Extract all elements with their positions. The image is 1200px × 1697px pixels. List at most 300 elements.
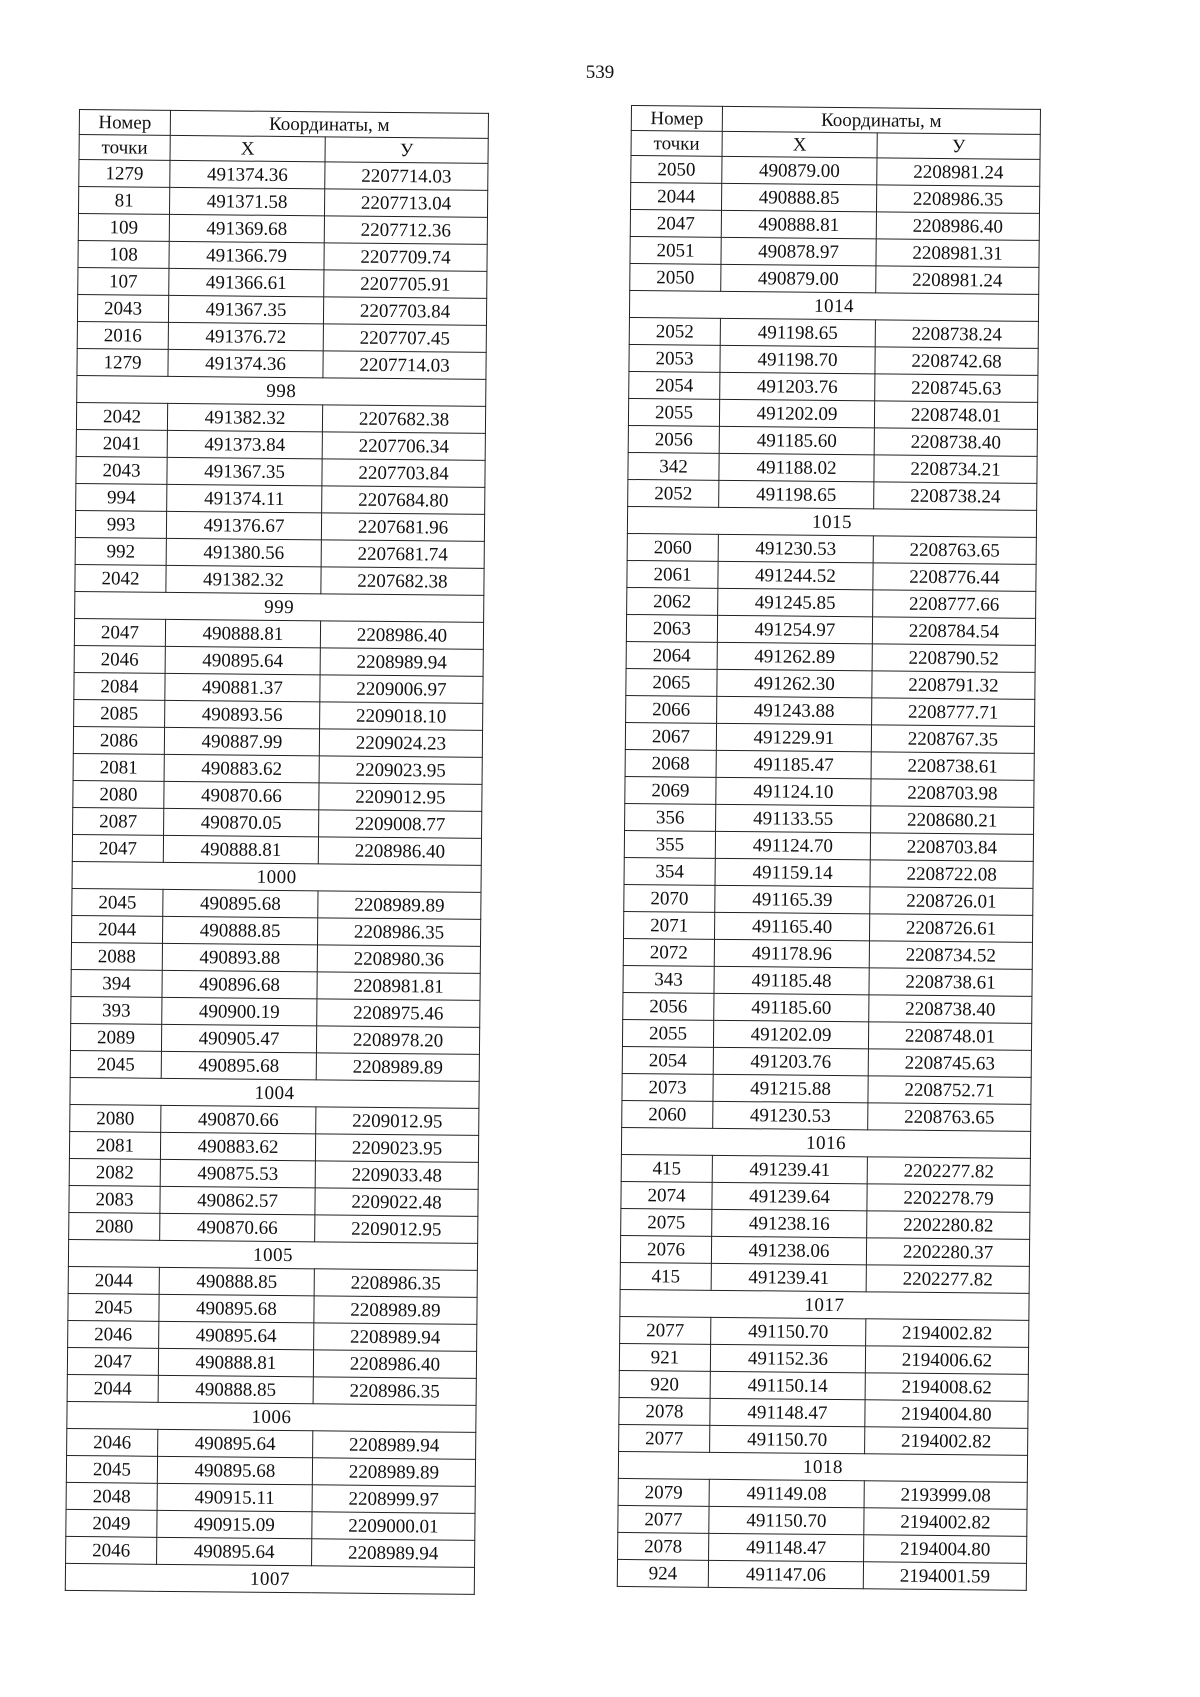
y-coordinate-cell: 2207703.84 bbox=[322, 459, 485, 488]
y-coordinate-cell: 2209012.95 bbox=[316, 1107, 479, 1136]
table-row bbox=[621, 1181, 1030, 1212]
point-number-cell: 342 bbox=[628, 452, 719, 480]
table-row bbox=[621, 1208, 1030, 1239]
y-coordinate-cell: 2208777.71 bbox=[872, 698, 1035, 727]
y-coordinate-cell: 2202278.79 bbox=[867, 1184, 1030, 1213]
section-row bbox=[68, 1239, 477, 1270]
table-row bbox=[622, 1100, 1031, 1131]
point-number-cell: 2080 bbox=[73, 780, 164, 808]
table-row bbox=[69, 1158, 478, 1189]
y-coordinate-cell: 2209000.01 bbox=[312, 1512, 475, 1541]
x-coordinate-cell: 490896.68 bbox=[162, 970, 317, 998]
table-row bbox=[71, 942, 480, 973]
y-coordinate-cell: 2208989.89 bbox=[318, 891, 481, 920]
section-number: 1004 bbox=[70, 1077, 479, 1108]
table-row bbox=[625, 776, 1034, 807]
y-coordinate-cell: 2207682.38 bbox=[321, 567, 484, 596]
table-row bbox=[73, 726, 482, 757]
y-coordinate-cell: 2207713.04 bbox=[324, 189, 487, 218]
y-coordinate-cell: 2207712.36 bbox=[324, 216, 487, 245]
section-number: 999 bbox=[75, 591, 484, 622]
y-coordinate-cell: 2208703.84 bbox=[870, 833, 1033, 862]
x-coordinate-cell: 491185.47 bbox=[716, 750, 871, 778]
point-number-cell: 81 bbox=[78, 187, 169, 215]
section-row bbox=[65, 1563, 474, 1594]
table-row bbox=[622, 1046, 1031, 1077]
point-number-cell: 356 bbox=[625, 803, 716, 831]
point-number-cell: 2046 bbox=[67, 1428, 158, 1456]
section-row bbox=[627, 506, 1036, 537]
x-coordinate-cell: 491198.70 bbox=[720, 345, 875, 373]
x-coordinate-cell: 491374.36 bbox=[170, 160, 325, 188]
table-row bbox=[76, 402, 485, 433]
x-coordinate-cell: 490915.11 bbox=[157, 1483, 312, 1511]
point-number-cell: 2077 bbox=[620, 1316, 711, 1344]
point-number-cell: 2048 bbox=[66, 1482, 157, 1510]
x-coordinate-cell: 491150.70 bbox=[709, 1506, 864, 1534]
section-number: 1007 bbox=[65, 1563, 474, 1594]
table-row bbox=[73, 807, 482, 838]
y-coordinate-cell: 2208742.68 bbox=[875, 347, 1038, 376]
page-number: 539 bbox=[585, 62, 615, 83]
section-number: 1005 bbox=[68, 1239, 477, 1270]
point-number-cell: 2077 bbox=[618, 1505, 709, 1533]
point-number-cell: 2087 bbox=[73, 807, 164, 835]
x-coordinate-cell: 490879.00 bbox=[721, 264, 876, 292]
y-coordinate-cell: 2208989.89 bbox=[314, 1296, 477, 1325]
table-row bbox=[626, 641, 1035, 672]
y-coordinate-cell: 2194004.80 bbox=[865, 1400, 1028, 1429]
x-coordinate-cell: 491376.67 bbox=[166, 511, 321, 539]
point-number-cell: 2047 bbox=[630, 209, 721, 237]
section-number: 1015 bbox=[627, 506, 1036, 537]
y-coordinate-cell: 2209023.95 bbox=[319, 756, 482, 785]
point-number-cell: 2053 bbox=[629, 344, 720, 372]
point-number-cell: 2066 bbox=[626, 695, 717, 723]
point-number-cell: 2042 bbox=[75, 564, 166, 592]
point-number-cell: 2047 bbox=[67, 1347, 158, 1375]
table-row bbox=[74, 645, 483, 676]
coordinates-table-left bbox=[65, 109, 489, 1595]
y-coordinate-cell: 2208986.35 bbox=[314, 1269, 477, 1298]
y-coordinate-cell: 2208763.65 bbox=[873, 536, 1036, 565]
x-coordinate-cell: 490870.66 bbox=[164, 781, 319, 809]
table-row bbox=[66, 1536, 475, 1567]
header-point-number-sub: точки bbox=[79, 135, 170, 161]
y-coordinate-cell: 2194001.59 bbox=[863, 1562, 1026, 1591]
x-coordinate-cell: 490888.85 bbox=[721, 183, 876, 211]
y-coordinate-cell: 2208767.35 bbox=[871, 725, 1034, 754]
table-row bbox=[626, 695, 1035, 726]
x-coordinate-cell: 490887.99 bbox=[164, 727, 319, 755]
y-coordinate-cell: 2194002.82 bbox=[864, 1508, 1027, 1537]
x-coordinate-cell: 490895.64 bbox=[159, 1321, 314, 1349]
table-row bbox=[70, 1023, 479, 1054]
x-coordinate-cell: 491245.85 bbox=[718, 588, 873, 616]
x-coordinate-cell: 490870.66 bbox=[160, 1213, 315, 1241]
y-coordinate-cell: 2208791.32 bbox=[872, 671, 1035, 700]
x-coordinate-cell: 491198.65 bbox=[719, 480, 874, 508]
y-coordinate-cell: 2208986.35 bbox=[313, 1377, 476, 1406]
point-number-cell: 920 bbox=[619, 1370, 710, 1398]
point-number-cell: 2052 bbox=[628, 479, 719, 507]
section-row bbox=[67, 1401, 476, 1432]
table-row bbox=[622, 1073, 1031, 1104]
x-coordinate-cell: 491239.64 bbox=[712, 1182, 867, 1210]
point-number-cell: 2075 bbox=[621, 1208, 712, 1236]
y-coordinate-cell: 2208745.63 bbox=[875, 374, 1038, 403]
y-coordinate-cell: 2207714.03 bbox=[325, 162, 488, 191]
x-coordinate-cell: 491374.36 bbox=[168, 349, 323, 377]
y-coordinate-cell: 2209012.95 bbox=[315, 1215, 478, 1244]
point-number-cell: 2044 bbox=[71, 915, 162, 943]
y-coordinate-cell: 2209022.48 bbox=[315, 1188, 478, 1217]
table-row bbox=[630, 183, 1039, 214]
point-number-cell: 2069 bbox=[625, 776, 716, 804]
x-coordinate-cell: 491382.32 bbox=[167, 403, 322, 431]
y-coordinate-cell: 2208981.24 bbox=[877, 158, 1040, 187]
point-number-cell: 2045 bbox=[66, 1455, 157, 1483]
point-number-cell: 2085 bbox=[74, 699, 165, 727]
table-row bbox=[76, 483, 485, 514]
y-coordinate-cell: 2207681.96 bbox=[321, 513, 484, 542]
x-coordinate-cell: 491367.35 bbox=[167, 457, 322, 485]
x-coordinate-cell: 490879.00 bbox=[722, 156, 877, 184]
y-coordinate-cell: 2208752.71 bbox=[868, 1076, 1031, 1105]
table-row bbox=[68, 1320, 477, 1351]
y-coordinate-cell: 2208738.40 bbox=[869, 995, 1032, 1024]
y-coordinate-cell: 2209008.77 bbox=[319, 810, 482, 839]
x-coordinate-cell: 491373.84 bbox=[167, 430, 322, 458]
x-coordinate-cell: 491238.16 bbox=[712, 1209, 867, 1237]
y-coordinate-cell: 2202277.82 bbox=[867, 1157, 1030, 1186]
table-row bbox=[628, 452, 1037, 483]
y-coordinate-cell: 2202280.82 bbox=[867, 1211, 1030, 1240]
table-row bbox=[627, 587, 1036, 618]
point-number-cell: 354 bbox=[624, 857, 715, 885]
point-number-cell: 2045 bbox=[68, 1293, 159, 1321]
x-coordinate-cell: 490915.09 bbox=[157, 1510, 312, 1538]
section-number: 998 bbox=[77, 375, 486, 406]
point-number-cell: 2047 bbox=[72, 834, 163, 862]
x-coordinate-cell: 490893.56 bbox=[165, 700, 320, 728]
y-coordinate-cell: 2208975.46 bbox=[317, 999, 480, 1028]
point-number-cell: 2046 bbox=[68, 1320, 159, 1348]
y-coordinate-cell: 2208745.63 bbox=[868, 1049, 1031, 1078]
x-coordinate-cell: 490883.62 bbox=[160, 1132, 315, 1160]
section-row bbox=[77, 375, 486, 406]
x-coordinate-cell: 490888.81 bbox=[158, 1348, 313, 1376]
table-row bbox=[620, 1262, 1029, 1293]
y-coordinate-cell: 2207682.38 bbox=[322, 405, 485, 434]
point-number-cell: 2080 bbox=[69, 1212, 160, 1240]
table-row bbox=[620, 1235, 1029, 1266]
point-number-cell: 2078 bbox=[618, 1532, 709, 1560]
table-row bbox=[75, 510, 484, 541]
y-coordinate-cell: 2208986.35 bbox=[317, 918, 480, 947]
y-coordinate-cell: 2207684.80 bbox=[322, 486, 485, 515]
table-row bbox=[623, 965, 1032, 996]
section-row bbox=[629, 290, 1038, 321]
y-coordinate-cell: 2208738.61 bbox=[871, 752, 1034, 781]
header-point-number: Номер bbox=[79, 110, 170, 136]
point-number-cell: 2055 bbox=[628, 398, 719, 426]
point-number-cell: 2081 bbox=[69, 1131, 160, 1159]
section-number: 1000 bbox=[72, 861, 481, 892]
y-coordinate-cell: 2207707.45 bbox=[323, 324, 486, 353]
y-coordinate-cell: 2193999.08 bbox=[864, 1481, 1027, 1510]
header-x: Х bbox=[170, 135, 325, 161]
y-coordinate-cell: 2208680.21 bbox=[871, 806, 1034, 835]
x-coordinate-cell: 491203.76 bbox=[720, 372, 875, 400]
point-number-cell: 2064 bbox=[626, 641, 717, 669]
section-number: 1018 bbox=[618, 1451, 1027, 1482]
table-row bbox=[71, 996, 480, 1027]
coordinates-table-right bbox=[617, 105, 1041, 1591]
x-coordinate-cell: 491150.70 bbox=[711, 1317, 866, 1345]
point-number-cell: 2082 bbox=[69, 1158, 160, 1186]
table-row bbox=[625, 803, 1034, 834]
point-number-cell: 2084 bbox=[74, 672, 165, 700]
table-row bbox=[69, 1212, 478, 1243]
section-row bbox=[70, 1077, 479, 1108]
table-row bbox=[623, 911, 1032, 942]
x-coordinate-cell: 491262.30 bbox=[717, 669, 872, 697]
point-number-cell: 2046 bbox=[74, 645, 165, 673]
y-coordinate-cell: 2208784.54 bbox=[872, 617, 1035, 646]
y-coordinate-cell: 2194006.62 bbox=[865, 1346, 1028, 1375]
point-number-cell: 2063 bbox=[626, 614, 717, 642]
point-number-cell: 2043 bbox=[76, 456, 167, 484]
y-coordinate-cell: 2208748.01 bbox=[868, 1022, 1031, 1051]
point-number-cell: 2089 bbox=[70, 1023, 161, 1051]
table-row bbox=[630, 263, 1039, 294]
x-coordinate-cell: 491148.47 bbox=[709, 1533, 864, 1561]
table-row bbox=[73, 753, 482, 784]
x-coordinate-cell: 491366.79 bbox=[169, 241, 324, 269]
x-coordinate-cell: 491150.14 bbox=[710, 1371, 865, 1399]
point-number-cell: 2044 bbox=[68, 1266, 159, 1294]
x-coordinate-cell: 491124.70 bbox=[715, 831, 870, 859]
point-number-cell: 109 bbox=[78, 213, 169, 241]
y-coordinate-cell: 2208777.66 bbox=[873, 590, 1036, 619]
x-coordinate-cell: 491376.72 bbox=[168, 322, 323, 350]
x-coordinate-cell: 490895.68 bbox=[161, 1051, 316, 1079]
point-number-cell: 108 bbox=[78, 240, 169, 268]
point-number-cell: 2045 bbox=[72, 888, 163, 916]
y-coordinate-cell: 2209033.48 bbox=[315, 1161, 478, 1190]
table-row bbox=[619, 1424, 1028, 1455]
table-row bbox=[66, 1509, 475, 1540]
table-row bbox=[623, 938, 1032, 969]
section-number: 1017 bbox=[620, 1289, 1029, 1320]
point-number-cell: 2081 bbox=[73, 753, 164, 781]
point-number-cell: 2067 bbox=[625, 722, 716, 750]
point-number-cell: 394 bbox=[71, 969, 162, 997]
y-coordinate-cell: 2194004.80 bbox=[864, 1535, 1027, 1564]
x-coordinate-cell: 490881.37 bbox=[165, 673, 320, 701]
x-coordinate-cell: 490870.66 bbox=[161, 1105, 316, 1133]
table-row bbox=[78, 187, 487, 218]
table-row bbox=[77, 321, 486, 352]
x-coordinate-cell: 490888.85 bbox=[162, 916, 317, 944]
table-row bbox=[69, 1185, 478, 1216]
y-coordinate-cell: 2208981.31 bbox=[876, 239, 1039, 268]
table-row bbox=[67, 1374, 476, 1405]
x-coordinate-cell: 491133.55 bbox=[716, 804, 871, 832]
y-coordinate-cell: 2207706.34 bbox=[322, 432, 485, 461]
point-number-cell: 2045 bbox=[70, 1050, 161, 1078]
x-coordinate-cell: 491380.56 bbox=[166, 538, 321, 566]
table-row bbox=[66, 1455, 475, 1486]
x-coordinate-cell: 491148.47 bbox=[710, 1398, 865, 1426]
point-number-cell: 2065 bbox=[626, 668, 717, 696]
header-y: У bbox=[325, 137, 488, 164]
y-coordinate-cell: 2208981.81 bbox=[317, 972, 480, 1001]
point-number-cell: 1279 bbox=[77, 348, 168, 376]
header-coordinates: Координаты, м bbox=[170, 110, 488, 138]
y-coordinate-cell: 2208763.65 bbox=[868, 1103, 1031, 1132]
y-coordinate-cell: 2207709.74 bbox=[324, 243, 487, 272]
x-coordinate-cell: 491239.41 bbox=[711, 1263, 866, 1291]
table-row bbox=[627, 560, 1036, 591]
point-number-cell: 2073 bbox=[622, 1073, 713, 1101]
point-number-cell: 924 bbox=[617, 1559, 708, 1587]
point-number-cell: 2086 bbox=[73, 726, 164, 754]
y-coordinate-cell: 2207703.84 bbox=[323, 297, 486, 326]
y-coordinate-cell: 2208738.24 bbox=[874, 482, 1037, 511]
table-row bbox=[619, 1370, 1028, 1401]
table-row bbox=[624, 857, 1033, 888]
x-coordinate-cell: 491185.60 bbox=[714, 993, 869, 1021]
table-row bbox=[627, 533, 1036, 564]
x-coordinate-cell: 491382.32 bbox=[166, 565, 321, 593]
y-coordinate-cell: 2208790.52 bbox=[872, 644, 1035, 673]
point-number-cell: 993 bbox=[75, 510, 166, 538]
point-number-cell: 2078 bbox=[619, 1397, 710, 1425]
x-coordinate-cell: 491244.52 bbox=[718, 561, 873, 589]
x-coordinate-cell: 491202.09 bbox=[719, 399, 874, 427]
y-coordinate-cell: 2202280.37 bbox=[866, 1238, 1029, 1267]
point-number-cell: 2074 bbox=[621, 1181, 712, 1209]
point-number-cell: 2079 bbox=[618, 1478, 709, 1506]
x-coordinate-cell: 491150.70 bbox=[710, 1425, 865, 1453]
point-number-cell: 2054 bbox=[629, 371, 720, 399]
table-row bbox=[626, 614, 1035, 645]
x-coordinate-cell: 491367.35 bbox=[168, 295, 323, 323]
x-coordinate-cell: 491149.08 bbox=[709, 1479, 864, 1507]
table-row bbox=[78, 267, 487, 298]
y-coordinate-cell: 2208738.40 bbox=[874, 428, 1037, 457]
point-number-cell: 107 bbox=[78, 267, 169, 295]
x-coordinate-cell: 491165.40 bbox=[714, 912, 869, 940]
y-coordinate-cell: 2208986.40 bbox=[876, 212, 1039, 241]
table-row bbox=[631, 156, 1040, 187]
point-number-cell: 2049 bbox=[66, 1509, 157, 1537]
point-number-cell: 2072 bbox=[623, 938, 714, 966]
y-coordinate-cell: 2208726.61 bbox=[869, 914, 1032, 943]
x-coordinate-cell: 490895.68 bbox=[163, 889, 318, 917]
x-coordinate-cell: 490895.64 bbox=[158, 1429, 313, 1457]
point-number-cell: 343 bbox=[623, 965, 714, 993]
point-number-cell: 2068 bbox=[625, 749, 716, 777]
x-coordinate-cell: 491229.91 bbox=[716, 723, 871, 751]
x-coordinate-cell: 491243.88 bbox=[717, 696, 872, 724]
table-row bbox=[70, 1050, 479, 1081]
table-row bbox=[626, 668, 1035, 699]
table-row bbox=[624, 884, 1033, 915]
header-y: У bbox=[877, 133, 1040, 160]
y-coordinate-cell: 2208734.21 bbox=[874, 455, 1037, 484]
table-row bbox=[630, 236, 1039, 267]
x-coordinate-cell: 490870.05 bbox=[164, 808, 319, 836]
y-coordinate-cell: 2208986.40 bbox=[318, 837, 481, 866]
y-coordinate-cell: 2208726.01 bbox=[870, 887, 1033, 916]
table-row bbox=[75, 537, 484, 568]
x-coordinate-cell: 491185.60 bbox=[719, 426, 874, 454]
table-row bbox=[69, 1131, 478, 1162]
header-coordinates: Координаты, м bbox=[722, 106, 1040, 134]
table-row bbox=[76, 456, 485, 487]
section-row bbox=[620, 1289, 1029, 1320]
x-coordinate-cell: 490888.81 bbox=[163, 835, 318, 863]
table-row bbox=[625, 722, 1034, 753]
table-row bbox=[67, 1347, 476, 1378]
x-coordinate-cell: 491371.58 bbox=[169, 187, 324, 215]
table-row bbox=[67, 1428, 476, 1459]
point-number-cell: 2046 bbox=[66, 1536, 157, 1564]
y-coordinate-cell: 2208738.24 bbox=[875, 320, 1038, 349]
y-coordinate-cell: 2208738.61 bbox=[869, 968, 1032, 997]
table-row bbox=[75, 564, 484, 595]
x-coordinate-cell: 491203.76 bbox=[713, 1047, 868, 1075]
point-number-cell: 2056 bbox=[623, 992, 714, 1020]
y-coordinate-cell: 2208986.35 bbox=[876, 185, 1039, 214]
table-row bbox=[629, 317, 1038, 348]
table-row bbox=[622, 1019, 1031, 1050]
y-coordinate-cell: 2202277.82 bbox=[866, 1265, 1029, 1294]
y-coordinate-cell: 2208989.94 bbox=[312, 1539, 475, 1568]
y-coordinate-cell: 2207705.91 bbox=[324, 270, 487, 299]
y-coordinate-cell: 2208980.36 bbox=[317, 945, 480, 974]
y-coordinate-cell: 2194002.82 bbox=[866, 1319, 1029, 1348]
table-row bbox=[72, 888, 481, 919]
x-coordinate-cell: 490888.81 bbox=[165, 619, 320, 647]
table-row bbox=[628, 425, 1037, 456]
point-number-cell: 393 bbox=[71, 996, 162, 1024]
y-coordinate-cell: 2194002.82 bbox=[865, 1427, 1028, 1456]
x-coordinate-cell: 491230.53 bbox=[718, 534, 873, 562]
table-row bbox=[71, 969, 480, 1000]
table-row bbox=[78, 240, 487, 271]
point-number-cell: 2055 bbox=[622, 1019, 713, 1047]
table-row bbox=[74, 699, 483, 730]
point-number-cell: 2044 bbox=[630, 183, 721, 211]
x-coordinate-cell: 490895.64 bbox=[165, 646, 320, 674]
table-row bbox=[70, 1104, 479, 1135]
y-coordinate-cell: 2208703.98 bbox=[871, 779, 1034, 808]
table-row bbox=[618, 1505, 1027, 1536]
x-coordinate-cell: 491366.61 bbox=[169, 268, 324, 296]
point-number-cell: 2060 bbox=[622, 1100, 713, 1128]
table-row bbox=[619, 1397, 1028, 1428]
table-row bbox=[628, 398, 1037, 429]
x-coordinate-cell: 491188.02 bbox=[719, 453, 874, 481]
x-coordinate-cell: 491374.11 bbox=[167, 484, 322, 512]
table-row bbox=[620, 1316, 1029, 1347]
point-number-cell: 415 bbox=[620, 1262, 711, 1290]
x-coordinate-cell: 490878.97 bbox=[721, 237, 876, 265]
